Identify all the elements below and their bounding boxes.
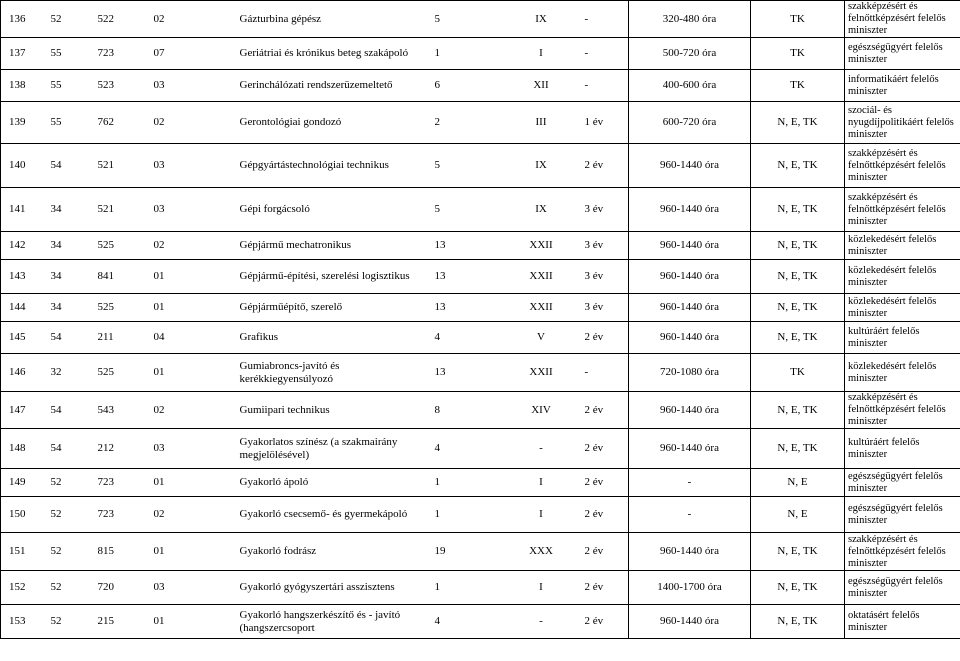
form-cell: N, E (751, 469, 845, 497)
row-number-cell: 153 (1, 605, 45, 639)
level-cell: 5 (429, 188, 504, 232)
duration-cell: 2 év (579, 392, 629, 429)
row-number-cell: 141 (1, 188, 45, 232)
hours-cell: 960-1440 óra (629, 144, 751, 188)
hours-cell: 400-600 óra (629, 70, 751, 102)
ministry-cell: szociál- és nyugdíjpolitikáért felelős miniszter (845, 102, 960, 144)
code-part-2-cell: 543 (92, 392, 148, 429)
level-cell: 19 (429, 533, 504, 571)
duration-cell: 3 év (579, 260, 629, 294)
qualification-name-cell: Gépgyártástechnológiai technikus (234, 144, 429, 188)
table-row (1, 232, 960, 260)
duration-cell: 2 év (579, 497, 629, 533)
form-cell: N, E, TK (751, 571, 845, 605)
row-number-cell: 140 (1, 144, 45, 188)
section-cell: XXX (504, 533, 579, 571)
form-cell: N, E, TK (751, 533, 845, 571)
level-cell: 13 (429, 232, 504, 260)
table-row (1, 70, 960, 102)
code-part-3-cell: 02 (148, 232, 234, 260)
form-cell: N, E, TK (751, 429, 845, 469)
code-part-2-cell: 521 (92, 188, 148, 232)
qualification-name-cell: Gépi forgácsoló (234, 188, 429, 232)
table-row (1, 294, 960, 322)
table-row (1, 102, 960, 144)
duration-cell: - (579, 354, 629, 392)
hours-cell: 960-1440 óra (629, 322, 751, 354)
qualification-name-cell: Gerinchálózati rendszerüzemeltető (234, 70, 429, 102)
code-part-2-cell: 723 (92, 497, 148, 533)
duration-cell: - (579, 1, 629, 38)
section-cell: - (504, 429, 579, 469)
row-number-cell: 152 (1, 571, 45, 605)
form-cell: N, E, TK (751, 605, 845, 639)
code-part-3-cell: 07 (148, 38, 234, 70)
code-part-2-cell: 215 (92, 605, 148, 639)
level-cell: 1 (429, 38, 504, 70)
code-part-3-cell: 03 (148, 429, 234, 469)
hours-cell: 960-1440 óra (629, 260, 751, 294)
row-number-cell: 150 (1, 497, 45, 533)
section-cell: IX (504, 1, 579, 38)
section-cell: XIV (504, 392, 579, 429)
form-cell: TK (751, 1, 845, 38)
row-number-cell: 151 (1, 533, 45, 571)
section-cell: III (504, 102, 579, 144)
duration-cell: 3 év (579, 294, 629, 322)
duration-cell: - (579, 70, 629, 102)
section-cell: IX (504, 188, 579, 232)
section-cell: V (504, 322, 579, 354)
code-part-3-cell: 02 (148, 1, 234, 38)
row-number-cell: 147 (1, 392, 45, 429)
code-part-3-cell: 01 (148, 533, 234, 571)
code-part-2-cell: 720 (92, 571, 148, 605)
ministry-cell: szakképzésért és felnőttképzésért felelős miniszter (845, 1, 960, 38)
section-cell: XXII (504, 354, 579, 392)
table-row (1, 571, 960, 605)
qualification-name-cell: Gyakorló csecsemő- és gyermekápoló (234, 497, 429, 533)
qualification-name-cell: Gyakorló gyógyszertári asszisztens (234, 571, 429, 605)
form-cell: TK (751, 354, 845, 392)
row-number-cell: 136 (1, 1, 45, 38)
section-cell: XXII (504, 260, 579, 294)
ministry-cell: egészségügyért felelős miniszter (845, 497, 960, 533)
table-row (1, 260, 960, 294)
duration-cell: 3 év (579, 188, 629, 232)
table-row (1, 533, 960, 571)
ministry-cell: kultúráért felelős miniszter (845, 322, 960, 354)
ministry-cell: szakképzésért és felnőttképzésért felelős miniszter (845, 392, 960, 429)
duration-cell: 2 év (579, 605, 629, 639)
ministry-cell: egészségügyért felelős miniszter (845, 469, 960, 497)
section-cell: I (504, 571, 579, 605)
hours-cell: 960-1440 óra (629, 188, 751, 232)
row-number-cell: 139 (1, 102, 45, 144)
level-cell: 1 (429, 571, 504, 605)
section-cell: I (504, 469, 579, 497)
level-cell: 4 (429, 322, 504, 354)
table-row (1, 322, 960, 354)
code-part-1-cell: 55 (45, 70, 92, 102)
level-cell: 13 (429, 260, 504, 294)
qualification-name-cell: Gumiabroncs-javító és kerékkiegyensúlyozó (234, 354, 429, 392)
table-row (1, 605, 960, 639)
hours-cell: 960-1440 óra (629, 232, 751, 260)
qualification-name-cell: Gyakorló fodrász (234, 533, 429, 571)
hours-cell: 720-1080 óra (629, 354, 751, 392)
qualification-name-cell: Gépjárműépítő, szerelő (234, 294, 429, 322)
table-row (1, 469, 960, 497)
code-part-1-cell: 54 (45, 429, 92, 469)
qualification-name-cell: Gyakorlatos színész (a szakmairány megjelölésével) (234, 429, 429, 469)
duration-cell: 2 év (579, 571, 629, 605)
ministry-cell: egészségügyért felelős miniszter (845, 571, 960, 605)
section-cell: I (504, 38, 579, 70)
form-cell: N, E, TK (751, 102, 845, 144)
duration-cell: 3 év (579, 232, 629, 260)
code-part-1-cell: 32 (45, 354, 92, 392)
code-part-2-cell: 525 (92, 232, 148, 260)
code-part-1-cell: 34 (45, 260, 92, 294)
hours-cell: 320-480 óra (629, 1, 751, 38)
ministry-cell: közlekedésért felelős miniszter (845, 294, 960, 322)
code-part-3-cell: 02 (148, 392, 234, 429)
qualification-name-cell: Geriátriai és krónikus beteg szakápoló (234, 38, 429, 70)
code-part-1-cell: 54 (45, 392, 92, 429)
form-cell: N, E, TK (751, 294, 845, 322)
level-cell: 5 (429, 1, 504, 38)
row-number-cell: 142 (1, 232, 45, 260)
form-cell: N, E, TK (751, 188, 845, 232)
ministry-cell: közlekedésért felelős miniszter (845, 354, 960, 392)
code-part-1-cell: 54 (45, 322, 92, 354)
row-number-cell: 148 (1, 429, 45, 469)
ministry-cell: szakképzésért és felnőttképzésért felelős miniszter (845, 533, 960, 571)
duration-cell: 1 év (579, 102, 629, 144)
qualification-name-cell: Grafikus (234, 322, 429, 354)
level-cell: 6 (429, 70, 504, 102)
code-part-2-cell: 762 (92, 102, 148, 144)
code-part-1-cell: 52 (45, 497, 92, 533)
ministry-cell: oktatásért felelős miniszter (845, 605, 960, 639)
row-number-cell: 138 (1, 70, 45, 102)
duration-cell: 2 év (579, 429, 629, 469)
table-row (1, 497, 960, 533)
ministry-cell: informatikáért felelős miniszter (845, 70, 960, 102)
level-cell: 1 (429, 469, 504, 497)
hours-cell: 960-1440 óra (629, 533, 751, 571)
table-row (1, 1, 960, 38)
qualification-name-cell: Gumiipari technikus (234, 392, 429, 429)
hours-cell: - (629, 497, 751, 533)
form-cell: N, E, TK (751, 322, 845, 354)
form-cell: N, E, TK (751, 392, 845, 429)
hours-cell: - (629, 469, 751, 497)
level-cell: 5 (429, 144, 504, 188)
table-row (1, 354, 960, 392)
code-part-2-cell: 212 (92, 429, 148, 469)
code-part-1-cell: 34 (45, 294, 92, 322)
code-part-1-cell: 34 (45, 188, 92, 232)
ministry-cell: szakképzésért és felnőttképzésért felelős miniszter (845, 144, 960, 188)
code-part-3-cell: 02 (148, 497, 234, 533)
code-part-1-cell: 55 (45, 102, 92, 144)
ministry-cell: szakképzésért és felnőttképzésért felelős miniszter (845, 188, 960, 232)
hours-cell: 960-1440 óra (629, 294, 751, 322)
section-cell: XXII (504, 232, 579, 260)
level-cell: 1 (429, 497, 504, 533)
hours-cell: 960-1440 óra (629, 429, 751, 469)
code-part-1-cell: 52 (45, 533, 92, 571)
form-cell: N, E, TK (751, 232, 845, 260)
table-row (1, 38, 960, 70)
qualification-name-cell: Gerontológiai gondozó (234, 102, 429, 144)
code-part-1-cell: 34 (45, 232, 92, 260)
code-part-1-cell: 55 (45, 38, 92, 70)
ministry-cell: közlekedésért felelős miniszter (845, 232, 960, 260)
level-cell: 8 (429, 392, 504, 429)
duration-cell: 2 év (579, 469, 629, 497)
level-cell: 4 (429, 429, 504, 469)
code-part-1-cell: 54 (45, 144, 92, 188)
form-cell: N, E, TK (751, 144, 845, 188)
hours-cell: 500-720 óra (629, 38, 751, 70)
code-part-2-cell: 841 (92, 260, 148, 294)
row-number-cell: 145 (1, 322, 45, 354)
ministry-cell: kultúráért felelős miniszter (845, 429, 960, 469)
row-number-cell: 137 (1, 38, 45, 70)
code-part-2-cell: 521 (92, 144, 148, 188)
code-part-3-cell: 01 (148, 469, 234, 497)
table-row (1, 144, 960, 188)
code-part-1-cell: 52 (45, 469, 92, 497)
code-part-3-cell: 01 (148, 294, 234, 322)
section-cell: XXII (504, 294, 579, 322)
row-number-cell: 149 (1, 469, 45, 497)
ministry-cell: egészségügyért felelős miniszter (845, 38, 960, 70)
qualification-name-cell: Gépjármű mechatronikus (234, 232, 429, 260)
level-cell: 13 (429, 294, 504, 322)
qualification-name-cell: Gyakorló ápoló (234, 469, 429, 497)
code-part-3-cell: 01 (148, 605, 234, 639)
code-part-2-cell: 523 (92, 70, 148, 102)
code-part-3-cell: 04 (148, 322, 234, 354)
level-cell: 2 (429, 102, 504, 144)
code-part-1-cell: 52 (45, 571, 92, 605)
code-part-3-cell: 02 (148, 102, 234, 144)
table-row (1, 188, 960, 232)
hours-cell: 960-1440 óra (629, 605, 751, 639)
code-part-2-cell: 525 (92, 294, 148, 322)
row-number-cell: 144 (1, 294, 45, 322)
code-part-2-cell: 211 (92, 322, 148, 354)
table-row (1, 429, 960, 469)
form-cell: TK (751, 70, 845, 102)
code-part-3-cell: 03 (148, 188, 234, 232)
table-row (1, 392, 960, 429)
code-part-3-cell: 01 (148, 260, 234, 294)
duration-cell: - (579, 38, 629, 70)
ministry-cell: közlekedésért felelős miniszter (845, 260, 960, 294)
code-part-2-cell: 723 (92, 469, 148, 497)
code-part-2-cell: 815 (92, 533, 148, 571)
hours-cell: 1400-1700 óra (629, 571, 751, 605)
code-part-3-cell: 01 (148, 354, 234, 392)
row-number-cell: 146 (1, 354, 45, 392)
code-part-3-cell: 03 (148, 70, 234, 102)
hours-cell: 960-1440 óra (629, 392, 751, 429)
duration-cell: 2 év (579, 322, 629, 354)
code-part-2-cell: 525 (92, 354, 148, 392)
form-cell: N, E, TK (751, 260, 845, 294)
code-part-3-cell: 03 (148, 144, 234, 188)
code-part-1-cell: 52 (45, 1, 92, 38)
hours-cell: 600-720 óra (629, 102, 751, 144)
qualification-name-cell: Gépjármű-építési, szerelési logisztikus (234, 260, 429, 294)
code-part-2-cell: 723 (92, 38, 148, 70)
form-cell: TK (751, 38, 845, 70)
code-part-1-cell: 52 (45, 605, 92, 639)
qualification-name-cell: Gázturbina gépész (234, 1, 429, 38)
qualification-name-cell: Gyakorló hangszerkészítő és - javító (hangszercsoport (234, 605, 429, 639)
section-cell: XII (504, 70, 579, 102)
level-cell: 13 (429, 354, 504, 392)
duration-cell: 2 év (579, 144, 629, 188)
duration-cell: 2 év (579, 533, 629, 571)
row-number-cell: 143 (1, 260, 45, 294)
code-part-3-cell: 03 (148, 571, 234, 605)
section-cell: IX (504, 144, 579, 188)
section-cell: I (504, 497, 579, 533)
form-cell: N, E (751, 497, 845, 533)
section-cell: - (504, 605, 579, 639)
code-part-2-cell: 522 (92, 1, 148, 38)
level-cell: 4 (429, 605, 504, 639)
